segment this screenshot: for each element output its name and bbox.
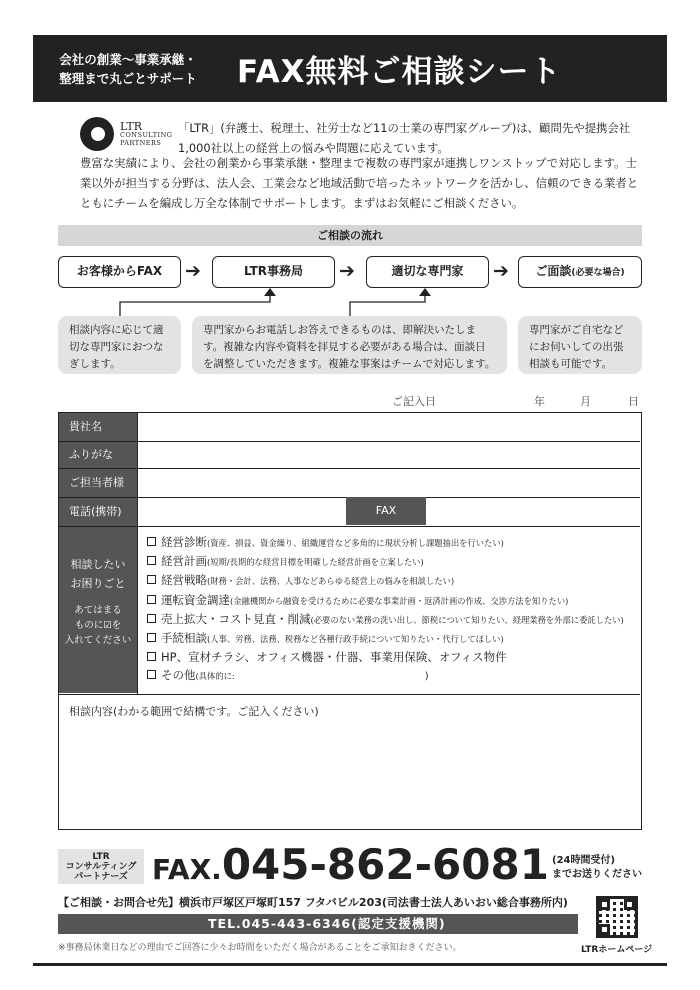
flow-step-meeting: [518, 256, 642, 288]
intro-paragraph-2: 豊富な実績により、会社の創業から事業承継・整理まで複数の専門家が連携しワンストップで対応します。士業以外が担当する分野は、法人会、工業会など地域活動で培ったネットワークを活かし、信頼のできる業者とともにチームを編成し万全な体制でサポートします。まずはお気軽にご相談ください。: [80, 156, 639, 210]
logo-mark-icon: [80, 117, 114, 151]
header-subtitle: [33, 50, 223, 88]
contact-tel: TEL.045-443-6346(認定支援機関): [58, 914, 578, 934]
flow-note-3: 専門家がご自宅などにお伺いしての出張相談も可能です。: [518, 316, 642, 374]
fax-number: [152, 840, 549, 889]
bottom-rule: [33, 963, 667, 966]
qr-corner: [624, 899, 635, 910]
divider: [137, 413, 138, 694]
furigana-label: ふりがな: [59, 442, 137, 468]
date-month: 月: [580, 395, 591, 408]
qr-label: LTRホームページ: [581, 945, 653, 955]
option-sub: (具体的に:: [195, 671, 235, 682]
checkbox-icon[interactable]: [147, 614, 156, 623]
phone-label: 電話(携帯): [59, 498, 137, 526]
header-banner: [33, 35, 667, 102]
divider: [59, 526, 640, 527]
concern-label-line1: 相談したい: [70, 558, 126, 571]
ltr-logo: [80, 117, 175, 157]
option-funding[interactable]: [147, 591, 627, 610]
option-sub: (金融機関から融資を受けるために必要な事業計画・返済計画の作成、交渉方法を知りたい): [230, 595, 569, 606]
option-sales-cost[interactable]: [147, 610, 627, 629]
option-other-close: ): [424, 671, 429, 683]
intro-paragraph-1: 「LTR」(弁護士、税理士、社労士など11の士業の専門家グループ)は、顧問先や提携会社1,000社以上の経営上の悩みや問題に応えています。: [178, 121, 631, 155]
fax-number-value: 045-862-6081: [221, 840, 549, 889]
flow-step-expert: 適切な専門家: [366, 256, 489, 288]
header-sub-line2: 整理まで丸ごとサポート: [59, 70, 197, 86]
option-sub: (必要のない業務の洗い出し、節税について知りたい、経理業務を外部に委託したい): [310, 614, 624, 625]
option-sub: (短期/長期的な経営目標を明確した経営計画を立案したい): [207, 557, 424, 568]
option-main: HP、宣材チラシ、オフィス機器・什器、事業用保険、オフィス物件: [161, 650, 507, 665]
option-main: 運転資金調達: [161, 592, 230, 607]
concern-label: [59, 527, 137, 693]
concern-label-line2: お困りごと: [70, 577, 126, 590]
contact-address: 【ご相談・お問合せ先】横浜市戸塚区戸塚町157 フタバビル203(司法書士法人あいおい総合事務所内): [58, 896, 568, 909]
option-main: その他: [161, 668, 196, 683]
brand-line1: LTR: [92, 852, 110, 862]
date-label: ご記入日: [392, 395, 436, 408]
flow-note-1: 相談内容に応じて適切な専門家におつなぎします。: [58, 316, 181, 374]
fax-note: [552, 854, 642, 882]
flow-step-meeting-note: (必要な場合): [571, 268, 625, 278]
person-label: ご担当者様: [59, 469, 137, 497]
logo-line2: PARTNERS: [120, 138, 162, 147]
logo-name: LTR: [120, 120, 143, 133]
checkbox-icon[interactable]: [147, 652, 156, 661]
checkbox-icon[interactable]: [147, 537, 156, 546]
option-procedures[interactable]: [147, 629, 627, 648]
flow-title: ご相談の流れ: [58, 225, 642, 246]
option-main: 経営計画: [161, 554, 207, 569]
consultation-form: [58, 412, 642, 830]
flow-note-2: 専門家からお電話しお答えできるものは、即解決いたします。複雑な内容や資料を拝見する必要がある場合は、面談日を調整していただきます。複雑な事案はチームで対応します。: [192, 316, 507, 374]
check-hint: [59, 603, 137, 648]
checkbox-icon[interactable]: [147, 670, 156, 679]
option-main: 経営診断: [161, 535, 207, 549]
qr-corner: [599, 899, 610, 910]
flow-step-meeting-label: ご面談: [535, 264, 572, 278]
qr-code-icon[interactable]: [596, 896, 638, 938]
option-sub: (人事、労務、法務、税務など各種行政手続について知りたい・代行してほしい): [207, 634, 504, 645]
option-strategy[interactable]: [147, 571, 627, 590]
brand-line2: コンサルティング: [65, 862, 137, 872]
memo-label: 相談内容(わかる範囲で結構です。ご記入ください): [69, 705, 319, 718]
fax-label: FAX: [346, 497, 426, 525]
check-hint-line3: 入れてください: [64, 635, 132, 646]
option-plan[interactable]: [147, 552, 627, 571]
check-hint-line2: ものに☑を: [74, 620, 122, 631]
page-title: FAX無料ご相談シート: [237, 54, 562, 90]
checkbox-icon[interactable]: [147, 575, 156, 584]
date-year: 年: [534, 395, 545, 408]
checkbox-icon[interactable]: [147, 595, 156, 604]
divider: [59, 694, 640, 695]
brand-box: [58, 849, 144, 884]
fax-prefix: FAX.: [152, 853, 222, 886]
checkbox-icon[interactable]: [147, 556, 156, 565]
option-main: 売上拡大・コスト見直・削減: [161, 611, 311, 626]
option-main: 経営戦略: [161, 573, 207, 588]
footnote: ※事務局休業日などの理由でご回答に少々お時間をいただく場合があることをご承知おきください。: [58, 943, 462, 953]
qr-corner: [599, 924, 610, 935]
arrow-right-icon: ➔: [339, 260, 355, 282]
option-sub: (財務・会計、法務、人事などあらゆる経営上の悩みを相談したい): [207, 576, 455, 587]
logo-text: [120, 121, 173, 147]
option-office[interactable]: [147, 648, 627, 666]
option-other[interactable]: [147, 666, 627, 686]
flow-step-office: LTR事務局: [212, 256, 335, 288]
concern-options: [147, 533, 627, 687]
header-sub-line1: 会社の創業〜事業承継・: [59, 51, 197, 67]
arrow-right-icon: ➔: [185, 260, 201, 282]
divider: [59, 441, 640, 442]
checkbox-icon[interactable]: [147, 633, 156, 642]
company-label: 貴社名: [59, 413, 137, 441]
fax-note-line1: (24時間受付): [552, 855, 616, 866]
option-sub: (資産、損益、資金繰り、組織運営など多角的に現状分析し課題抽出を行いたい): [207, 538, 504, 548]
check-hint-line1: あてはまる: [74, 605, 122, 616]
divider: [59, 468, 640, 469]
option-main: 手続相談: [161, 631, 207, 646]
arrow-right-icon: ➔: [493, 260, 509, 282]
fax-note-line2: までお送りください: [552, 869, 642, 880]
logo-line1: CONSULTING: [120, 131, 173, 139]
brand-line3: パートナーズ: [74, 872, 128, 882]
option-diagnosis[interactable]: [147, 533, 627, 552]
flow-step-fax: お客様からFAX: [58, 256, 181, 288]
date-day: 日: [628, 395, 639, 408]
